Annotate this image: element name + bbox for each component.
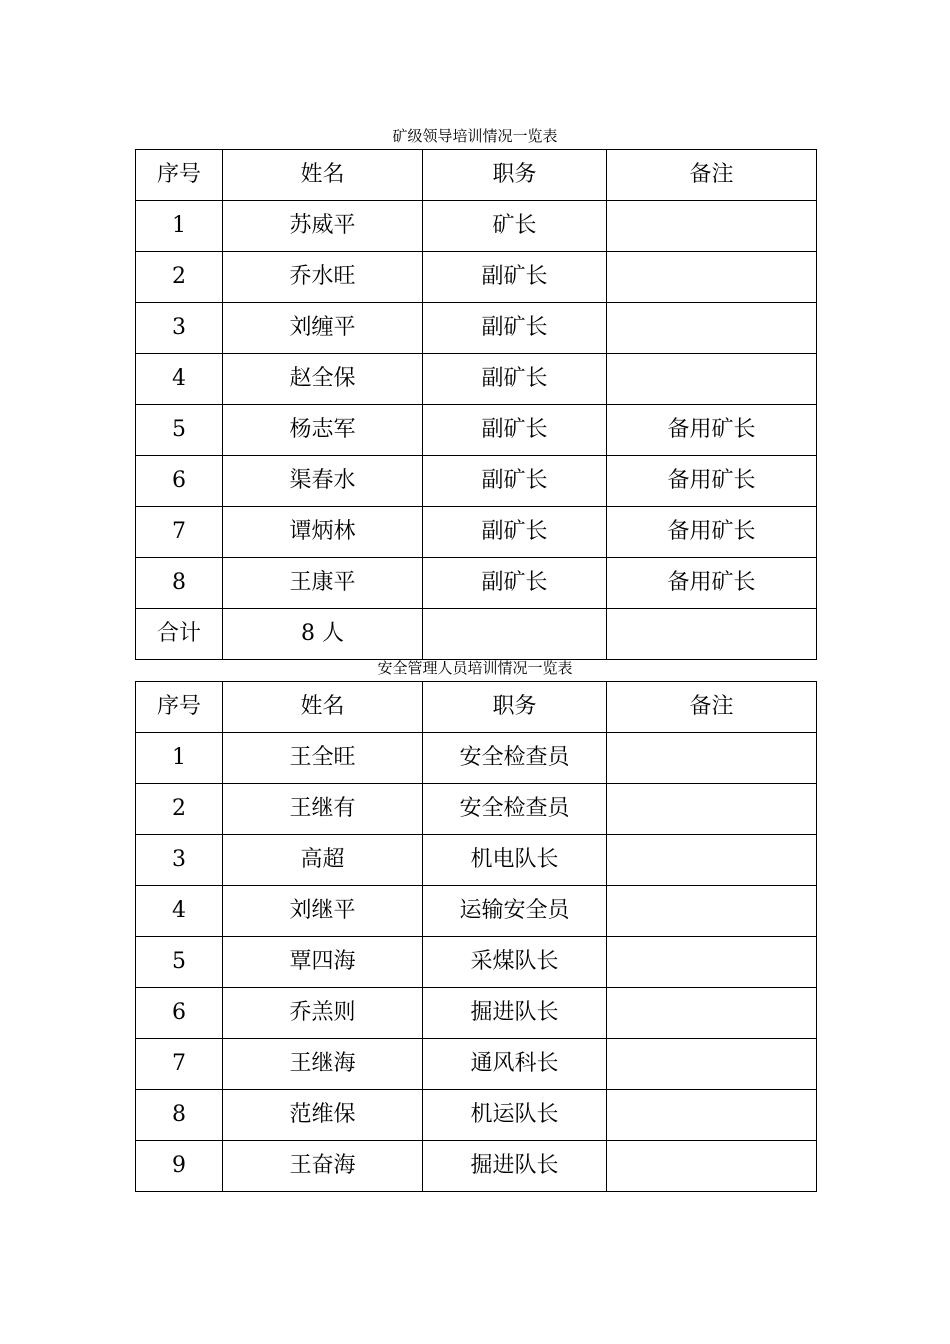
table-row (136, 988, 817, 1039)
table-header-row (136, 682, 817, 733)
cell-index: 3 (136, 835, 223, 886)
cell-name: 王康平 (223, 558, 423, 609)
safety-table-caption: 安全管理人员培训情况一览表 (377, 659, 573, 677)
cell-position: 掘进队长 (423, 988, 607, 1039)
cell-remark (607, 988, 817, 1039)
cell-position: 通风科长 (423, 1039, 607, 1090)
cell-remark: 备用矿长 (607, 405, 817, 456)
table-row (136, 609, 817, 660)
cell-position: 副矿长 (423, 354, 607, 405)
cell-index: 3 (136, 303, 223, 354)
cell-position: 副矿长 (423, 507, 607, 558)
header-cell-remark: 备注 (607, 150, 817, 201)
cell-name: 刘继平 (223, 886, 423, 937)
cell-remark (607, 784, 817, 835)
cell-name: 8 人 (223, 609, 423, 660)
cell-name: 覃四海 (223, 937, 423, 988)
cell-position: 安全检查员 (423, 784, 607, 835)
cell-remark (607, 354, 817, 405)
cell-position: 副矿长 (423, 558, 607, 609)
table-row (136, 405, 817, 456)
cell-position: 运输安全员 (423, 886, 607, 937)
cell-remark (607, 1141, 817, 1192)
header-cell-name: 姓名 (223, 682, 423, 733)
table-row (136, 507, 817, 558)
cell-index: 5 (136, 405, 223, 456)
cell-name: 苏威平 (223, 201, 423, 252)
cell-remark (607, 733, 817, 784)
cell-remark (607, 609, 817, 660)
cell-index: 4 (136, 886, 223, 937)
table-row (136, 835, 817, 886)
cell-index: 合计 (136, 609, 223, 660)
cell-name: 杨志军 (223, 405, 423, 456)
table-row (136, 303, 817, 354)
header-cell-remark: 备注 (607, 682, 817, 733)
cell-index: 7 (136, 507, 223, 558)
cell-name: 乔羔则 (223, 988, 423, 1039)
cell-name: 谭炳林 (223, 507, 423, 558)
cell-position: 副矿长 (423, 303, 607, 354)
cell-position: 采煤队长 (423, 937, 607, 988)
header-cell-position: 职务 (423, 150, 607, 201)
cell-name: 范维保 (223, 1090, 423, 1141)
cell-index: 8 (136, 558, 223, 609)
table-row (136, 886, 817, 937)
cell-position: 机运队长 (423, 1090, 607, 1141)
cell-index: 8 (136, 1090, 223, 1141)
cell-index: 1 (136, 201, 223, 252)
cell-name: 刘缠平 (223, 303, 423, 354)
cell-position (423, 609, 607, 660)
table-header-row (136, 150, 817, 201)
cell-position: 矿长 (423, 201, 607, 252)
table-row (136, 252, 817, 303)
cell-index: 1 (136, 733, 223, 784)
cell-name: 王奋海 (223, 1141, 423, 1192)
cell-remark (607, 937, 817, 988)
cell-index: 9 (136, 1141, 223, 1192)
cell-name: 王全旺 (223, 733, 423, 784)
cell-remark (607, 1039, 817, 1090)
cell-position: 安全检查员 (423, 733, 607, 784)
cell-index: 7 (136, 1039, 223, 1090)
header-cell-name: 姓名 (223, 150, 423, 201)
cell-index: 6 (136, 988, 223, 1039)
table-row (136, 354, 817, 405)
cell-index: 2 (136, 784, 223, 835)
cell-remark (607, 1090, 817, 1141)
cell-name: 王继有 (223, 784, 423, 835)
table-row (136, 937, 817, 988)
cell-name: 乔水旺 (223, 252, 423, 303)
cell-remark: 备用矿长 (607, 456, 817, 507)
cell-name: 高超 (223, 835, 423, 886)
cell-remark (607, 252, 817, 303)
cell-position: 副矿长 (423, 252, 607, 303)
cell-remark (607, 201, 817, 252)
cell-position: 机电队长 (423, 835, 607, 886)
table-row (136, 201, 817, 252)
leaders-table-caption: 矿级领导培训情况一览表 (392, 127, 558, 145)
cell-name: 赵全保 (223, 354, 423, 405)
cell-index: 6 (136, 456, 223, 507)
table-row (136, 1090, 817, 1141)
table-row (136, 784, 817, 835)
table-row (136, 456, 817, 507)
leaders-table (135, 149, 817, 660)
table-row (136, 558, 817, 609)
cell-index: 5 (136, 937, 223, 988)
header-cell-index: 序号 (136, 150, 223, 201)
table-row (136, 1039, 817, 1090)
cell-position: 掘进队长 (423, 1141, 607, 1192)
cell-index: 2 (136, 252, 223, 303)
header-cell-position: 职务 (423, 682, 607, 733)
cell-remark (607, 886, 817, 937)
cell-remark (607, 303, 817, 354)
cell-remark: 备用矿长 (607, 558, 817, 609)
header-cell-index: 序号 (136, 682, 223, 733)
cell-remark (607, 835, 817, 886)
safety-table (135, 681, 817, 1192)
table-row (136, 1141, 817, 1192)
cell-index: 4 (136, 354, 223, 405)
cell-name: 渠春水 (223, 456, 423, 507)
cell-name: 王继海 (223, 1039, 423, 1090)
table-row (136, 733, 817, 784)
cell-remark: 备用矿长 (607, 507, 817, 558)
cell-position: 副矿长 (423, 456, 607, 507)
cell-position: 副矿长 (423, 405, 607, 456)
